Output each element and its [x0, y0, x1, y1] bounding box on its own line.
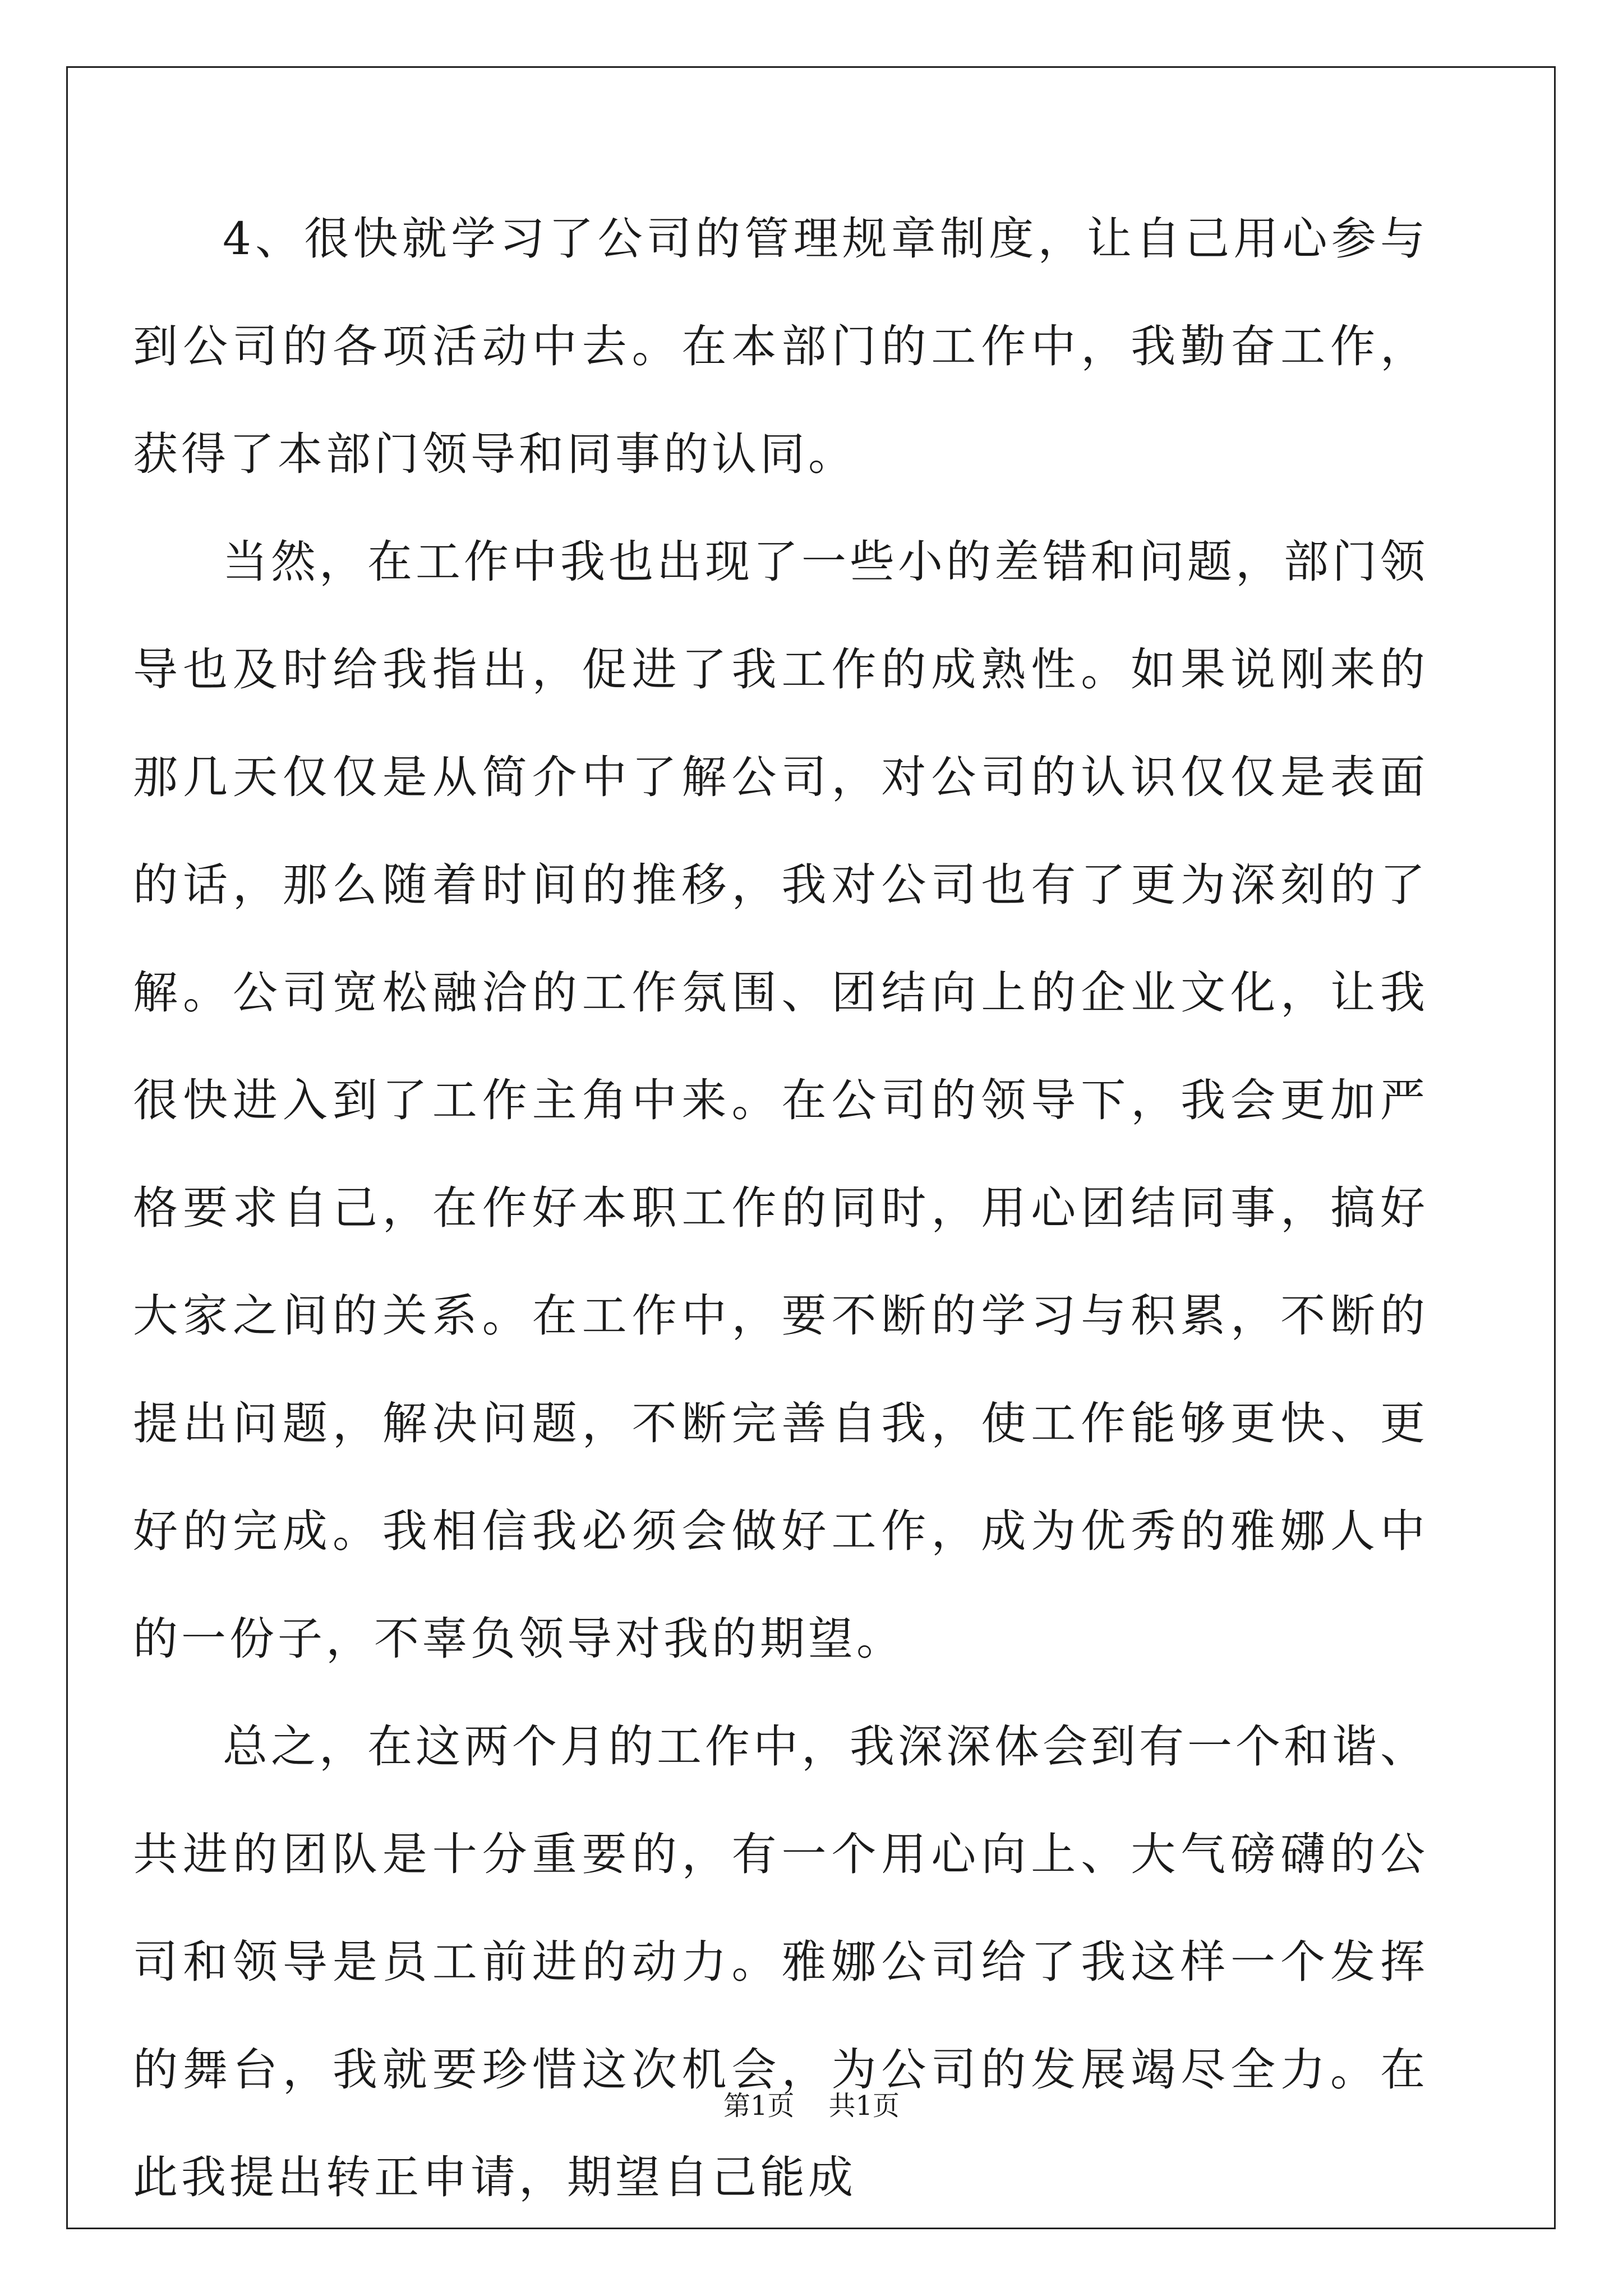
page-number-footer: 第1页 共1页	[723, 2090, 900, 2122]
document-body	[133, 185, 1428, 2231]
paragraph: 总之，在这两个月的工作中，我深深体会到有一个和谐、共进的团队是十分重要的，有一个用心向上、大气磅礴的公司和领导是员工前进的动力。雅娜公司给了我这样一个发挥的舞台，我就要珍惜这次机会，为公司的发展竭尽全力。在此我提出转正申请，期望自己能成	[133, 1720, 1428, 2203]
paragraph: 当然，在工作中我也出现了一些小的差错和问题，部门领导也及时给我指出，促进了我工作的成熟性。如果说刚来的那几天仅仅是从简介中了解公司，对公司的认识仅仅是表面的话，那么随着时间的推移，我对公司也有了更为深刻的了解。公司宽松融洽的工作氛围、团结向上的企业文化，让我很快进入到了工作主角中来。在公司的领导下，我会更加严格要求自己，在作好本职工作的同时，用心团结同事，搞好大家之间的关系。在工作中，要不断的学习与积累，不断的提出问题，解决问题，不断完善自我，使工作能够更快、更好的完成。我相信我必须会做好工作，成为优秀的雅娜人中的一份子，不辜负领导对我的期望。	[133, 536, 1428, 1665]
paragraph: 4、很快就学习了公司的管理规章制度，让自己用心参与到公司的各项活动中去。在本部门的工作中，我勤奋工作，获得了本部门领导和同事的认同。	[133, 213, 1428, 480]
